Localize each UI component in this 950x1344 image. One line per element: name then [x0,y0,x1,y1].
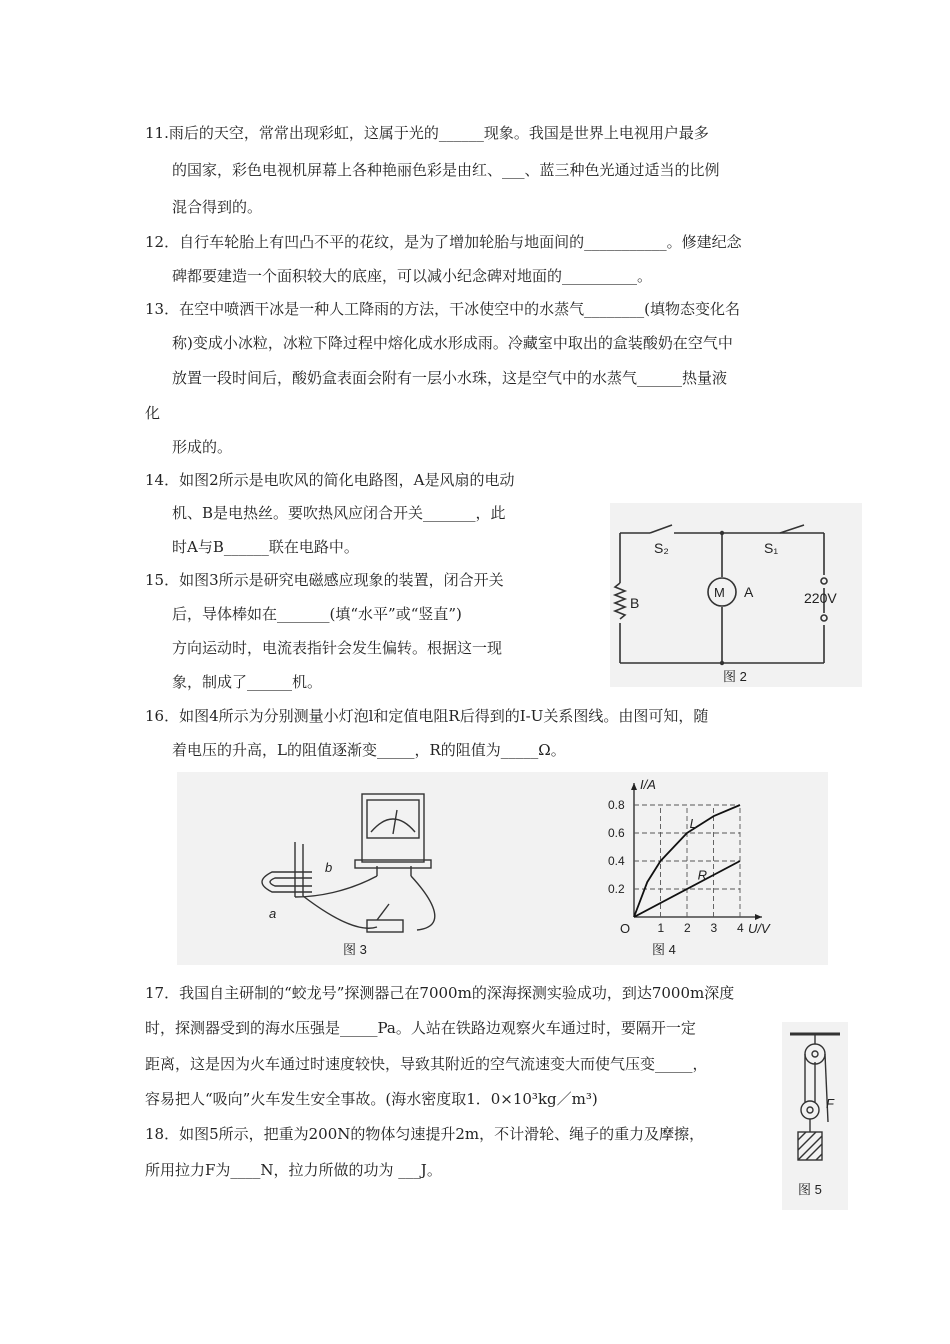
q12-line-1: 12．自行车轮胎上有凹凸不平的花纹，是为了增加轮胎与地面间的___________。修建纪念 [145,233,742,251]
x-tick-label-1: 1 [657,921,665,935]
motor-m-label: M [714,585,725,600]
y-tick-label-0.6: 0.6 [608,826,625,840]
y-tick-label-0.4: 0.4 [608,854,625,868]
q13-line-1: 13．在空中喷洒干冰是一种人工降雨的方法，干冰使空中的水蒸气________(填物态变化名 [145,300,740,318]
q13-line-5: 形成的。 [172,438,233,456]
y-axis-arrow [631,783,637,790]
series-label-R: R [697,867,707,883]
figure-4-caption: 图 4 [652,942,676,957]
q15-line-4: 象，制成了______机。 [172,673,323,691]
q16-line-2: 着电压的升高，L的阻值逐渐变_____，R的阻值为_____Ω。 [172,741,566,759]
rod-end-b-label: b [325,860,333,875]
q18-line-1: 18．如图5所示，把重为200N的物体匀速提升2m，不计滑轮、绳子的重力及摩擦， [145,1125,705,1143]
figure-3-apparatus [262,794,435,932]
figure-5-caption: 图 5 [798,1182,822,1197]
q14-line-1: 14．如图2所示是电吹风的简化电路图，A是风扇的电动 [145,471,515,489]
x-axis-label: U/V [748,921,770,936]
q13-line-3: 放置一段时间后，酸奶盒表面会附有一层小水珠，这是空气中的水蒸气______热量液 [172,369,728,387]
q17-line-1: 17．我国自主研制的“蛟龙号”探测器己在7000m的深海探测实验成功，到达7000m深度 [145,984,735,1002]
y-tick-label-0.2: 0.2 [608,882,625,896]
q11-line-1: 11.雨后的天空，常常出现彩虹，这属于光的______现象。我国是世界上电视用户最多 [145,124,709,142]
q14-line-2: 机、B是电热丝。要吹热风应闭合开关_______，此 [172,504,506,522]
y-tick-label-0.8: 0.8 [608,798,625,812]
rod-end-a-label: a [269,906,277,921]
q12-line-2: 碑都要建造一个面积较大的底座，可以减小纪念碑对地面的__________。 [172,267,653,285]
origin-label: O [620,921,631,936]
q15-line-1: 15．如图3所示是研究电磁感应现象的装置，闭合开关 [145,571,504,589]
x-axis-arrow [755,914,762,920]
q15-line-2: 后，导体棒如在_______(填“水平”或“竖直”) [172,605,462,623]
figure-5-pulley [782,1022,848,1210]
voltage-label: 220V [804,590,837,606]
heater-b-label: B [630,595,640,611]
q14-line-3: 时A与B______联在电路中。 [172,538,359,556]
figure-4-chart [608,777,771,936]
y-axis-label: I/A [640,777,656,792]
q11-line-2: 的国家，彩色电视机屏幕上各种艳丽色彩是由红、___、蓝三种色光通过适当的比例 [172,161,720,179]
q11-line-3: 混合得到的。 [172,198,263,216]
q15-line-3: 方向运动时，电流表指针会发生偏转。根据这一现 [172,639,503,657]
q16-line-1: 16．如图4所示为分别测量小灯泡l和定值电阻R后得到的I-U关系图线。由图可知，随 [145,707,709,725]
figure-3-caption: 图 3 [343,942,367,957]
figure-3-4-panel [177,772,828,965]
fan-a-label: A [744,584,754,600]
x-tick-label-3: 3 [710,921,718,935]
q17-line-2: 时，探测器受到的海水压强是_____Pa。人站在铁路边观察火车通过时，要隔开一定 [145,1019,696,1037]
force-f-label: F [826,1096,834,1111]
q17-line-3: 距离，这是因为火车通过时速度较快，导致其附近的空气流速变大而使气压变_____， [145,1055,708,1073]
q18-line-2: 所用拉力F为____N，拉力所做的功为 ___J。 [145,1161,442,1179]
q13-line-2: 称)变成小冰粒，冰粒下降过程中熔化成水形成雨。冷藏室中取出的盒装酸奶在空气中 [172,334,733,352]
figure-2-circuit [610,503,862,687]
q13-line-4: 化 [145,404,161,422]
figure-2-caption: 图 2 [723,669,747,684]
x-tick-label-2: 2 [684,921,691,935]
switch-s1-label: S₁ [764,540,779,556]
q17-line-4: 容易把人“吸向”火车发生安全事故。(海水密度取1．0×10³kg／m³) [145,1090,598,1108]
switch-s2-label: S₂ [654,540,669,556]
series-label-L: L [689,816,697,832]
x-tick-label-4: 4 [737,921,744,935]
